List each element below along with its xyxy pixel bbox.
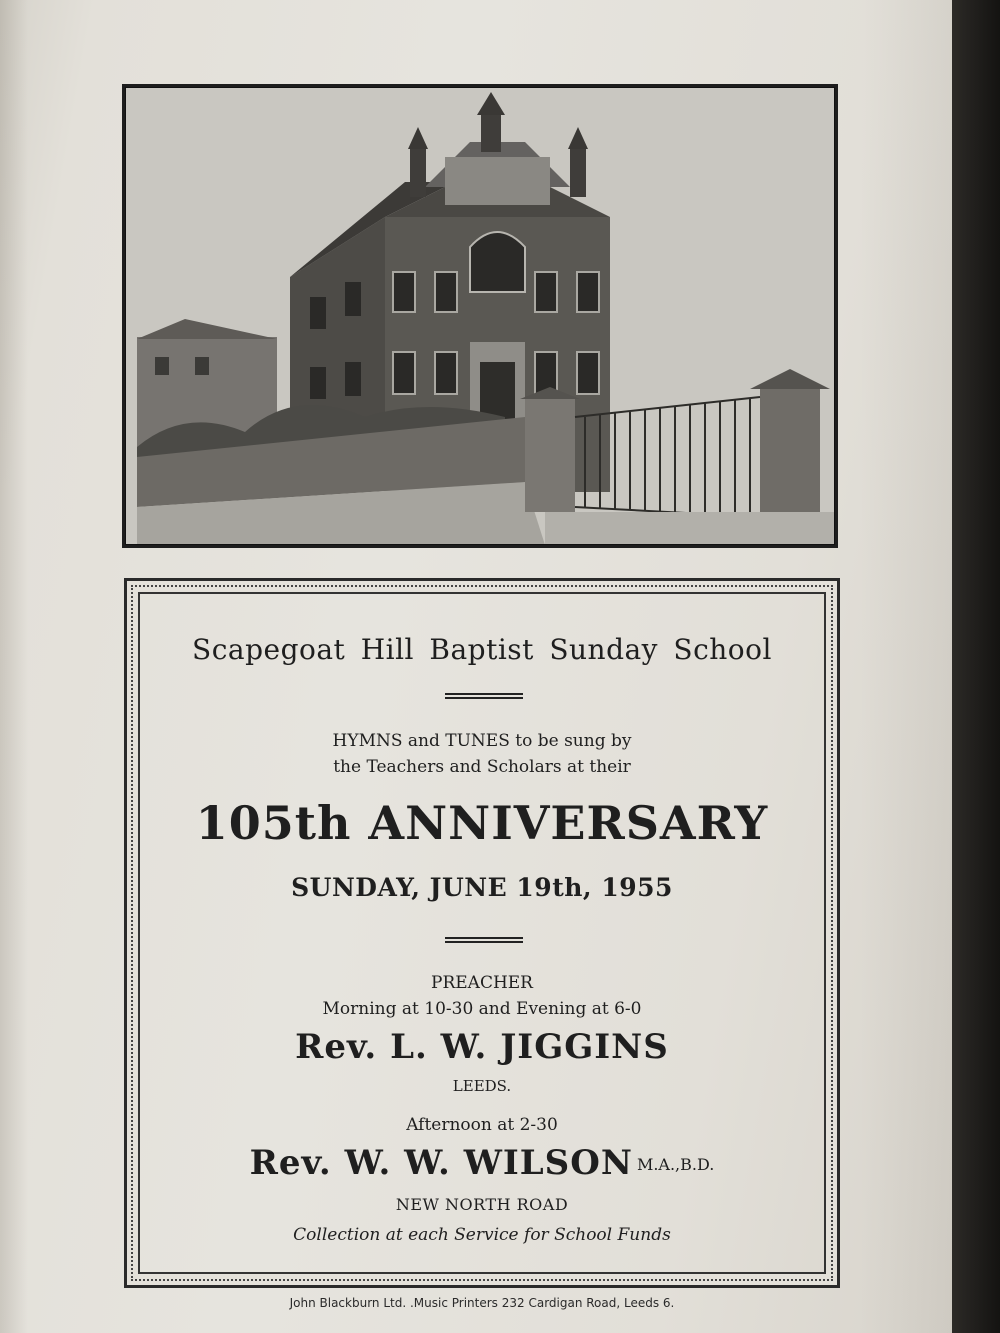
chapel-photograph	[122, 84, 838, 548]
double-rule-divider	[445, 937, 523, 943]
preacher-2-place: NEW NORTH ROAD	[395, 1195, 569, 1214]
preacher-1-place: LEEDS.	[452, 1077, 512, 1095]
intro-line-1: HYMNS and TUNES to be sung by	[332, 731, 632, 751]
intro-line-2: the Teachers and Scholars at their	[333, 757, 631, 777]
printer-credit: John Blackburn Ltd. .Music Printers 232 Cardigan Road, Leeds 6.	[289, 1296, 675, 1310]
programme-text-panel	[124, 578, 840, 1288]
preacher-1-name: Rev. L. W. JIGGINS	[295, 1027, 669, 1067]
event-date: SUNDAY, JUNE 19th, 1955	[291, 873, 673, 902]
table-background-edge	[952, 0, 1000, 1333]
chapel-building-illustration	[125, 87, 835, 545]
preacher-2-name: Rev. W. W. WILSON	[249, 1143, 633, 1183]
anniversary-heading: 105th ANNIVERSARY	[195, 796, 769, 850]
preacher-label: PREACHER	[431, 973, 533, 993]
collection-note: Collection at each Service for School Funds	[293, 1225, 671, 1245]
morning-evening-times: Morning at 10-30 and Evening at 6-0	[322, 999, 642, 1019]
bleed-through-shadow	[860, 0, 952, 1333]
preacher-2	[127, 1143, 837, 1183]
afternoon-time: Afternoon at 2-30	[406, 1115, 558, 1135]
double-rule-divider	[445, 693, 523, 699]
school-name: Scapegoat Hill Baptist Sunday School	[192, 633, 772, 666]
preacher-2-degree: M.A.,B.D.	[636, 1155, 715, 1174]
